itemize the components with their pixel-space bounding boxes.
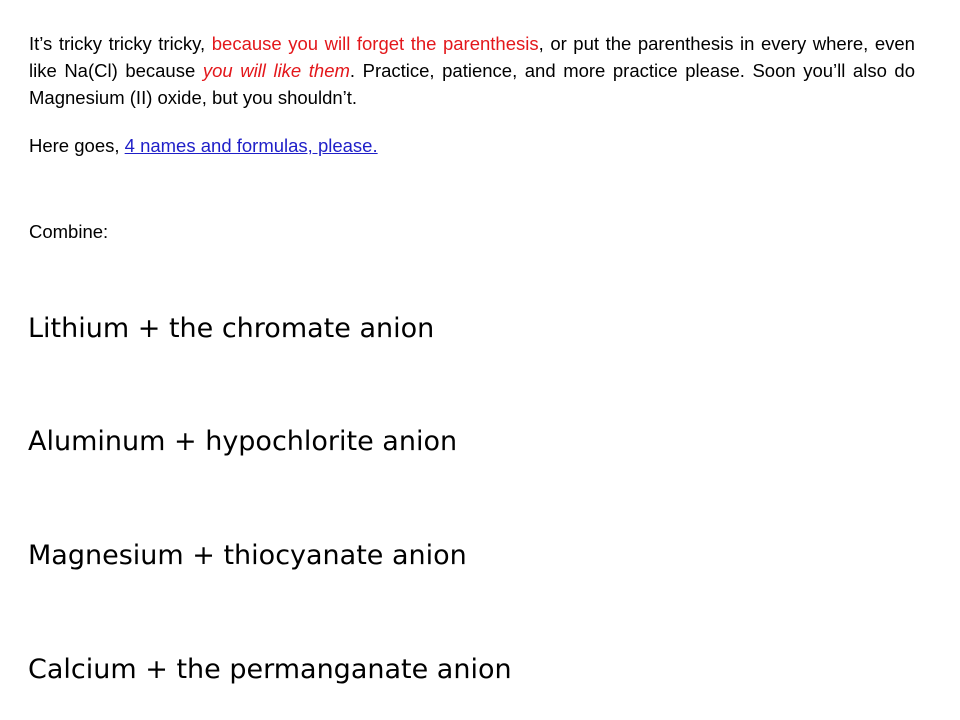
intro-text-1: It’s tricky tricky tricky, bbox=[29, 33, 212, 54]
intro-text-2: , or put the parenthesis in every where, even like Na(Cl) because bbox=[29, 33, 915, 81]
combine-item-1: Lithium + the chromate anion bbox=[28, 313, 435, 344]
combine-item-2: Aluminum + hypochlorite anion bbox=[28, 426, 458, 457]
here-goes-prefix: Here goes, bbox=[29, 135, 125, 156]
combine-item-3: Magnesium + thiocyanate anion bbox=[28, 540, 467, 571]
names-formulas-link[interactable]: 4 names and formulas, please. bbox=[124, 135, 378, 156]
combine-item-4: Calcium + the permanganate anion bbox=[28, 654, 512, 685]
combine-label: Combine: bbox=[29, 221, 109, 242]
intro-text-3: . Practice, patience, and more practice please. Soon you’ll also do Magnesium (II) oxide, but you shouldn’t. bbox=[29, 60, 915, 108]
intro-warning-red: because you will forget the parenthesis bbox=[211, 33, 539, 54]
here-goes-line bbox=[29, 132, 378, 159]
intro-like-them-red: you will like them bbox=[202, 60, 350, 81]
intro-paragraph bbox=[29, 30, 915, 111]
